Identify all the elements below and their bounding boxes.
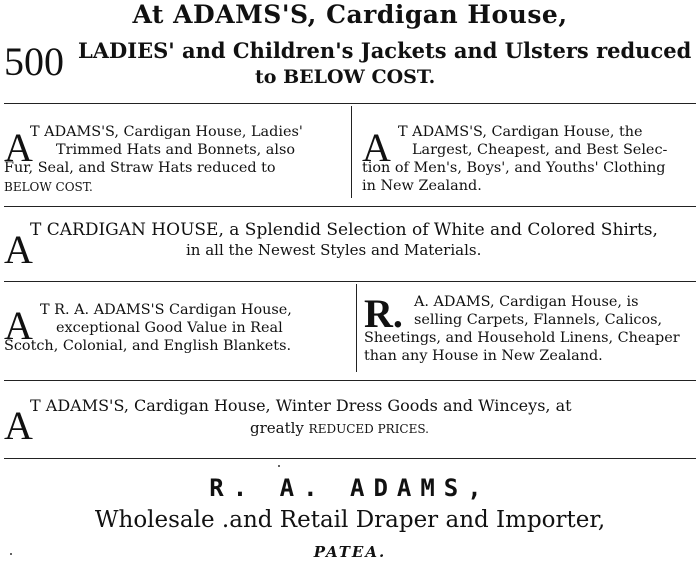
rule-4: [4, 380, 696, 381]
shirts-drop-cap: A: [4, 227, 33, 272]
town-name: PATEA.: [313, 543, 387, 561]
clothing-line-2: Largest, Cheapest, and Best Selec-: [412, 142, 668, 158]
hats-line-1: T ADAMS'S, Cardigan House, Ladies': [30, 124, 303, 140]
hats-line-4: BELOW COST.: [4, 180, 93, 194]
clothing-drop-cap: A: [362, 125, 391, 170]
rule-bottom: [4, 458, 696, 459]
hats-line-2: Trimmed Hats and Bonnets, also: [56, 142, 296, 158]
blankets-line-1: T R. A. ADAMS'S Cardigan House,: [40, 302, 292, 318]
firm-name: R. A. ADAMS,: [209, 474, 491, 502]
clothing-line-1: T ADAMS'S, Cardigan House, the: [398, 124, 643, 140]
header-title: At ADAMS'S, Cardigan House,: [132, 0, 568, 29]
dress-drop-cap: A: [4, 403, 33, 448]
divider-1: [351, 106, 352, 198]
dress-line-1: T ADAMS'S, Cardigan House, Winter Dress Goods and Winceys, at: [30, 396, 572, 415]
hats-line-3: Fur, Seal, and Straw Hats reduced to: [4, 160, 276, 176]
blankets-line-2: exceptional Good Value in Real: [56, 320, 283, 336]
shirts-line-1: T CARDIGAN HOUSE, a Splendid Selection of White and Colored Shirts,: [30, 220, 658, 240]
carpets-line-1: A. ADAMS, Cardigan House, is: [414, 294, 639, 310]
trade-description: Wholesale .and Retail Draper and Importer,: [94, 507, 606, 533]
ladies-below-cost-line: [255, 66, 435, 88]
below-cost-prefix: to: [255, 66, 284, 88]
hats-drop-cap: A: [4, 125, 33, 170]
clothing-line-4: in New Zealand.: [362, 178, 482, 194]
shirts-line-2: in all the Newest Styles and Materials.: [186, 241, 482, 259]
below-cost-smallcaps: BELOW COST.: [283, 66, 436, 88]
carpets-line-3: Sheetings, and Household Linens, Cheaper: [364, 330, 680, 346]
blankets-line-3: Scotch, Colonial, and English Blankets.: [4, 338, 292, 354]
divider-2: [356, 284, 357, 372]
carpets-line-4: than any House in New Zealand.: [364, 348, 603, 364]
rule-3: [4, 281, 696, 282]
blankets-drop-cap: A: [4, 303, 33, 348]
carpets-drop-cap: R.: [364, 291, 403, 336]
ladies-count: 500: [4, 39, 64, 84]
clothing-line-3: tion of Men's, Boys', and Youths' Clothing: [362, 160, 666, 176]
carpets-line-2: selling Carpets, Flannels, Calicos,: [414, 312, 663, 328]
ladies-jackets-line: LADIES' and Children's Jackets and Ulsters reduced: [78, 38, 692, 63]
reduced-prices-smallcaps: REDUCED PRICES.: [308, 422, 429, 436]
rule-2: [4, 206, 696, 207]
dress-line-2-prefix: greatly: [250, 419, 309, 437]
print-speck: [278, 465, 280, 467]
dress-line-2: [250, 420, 429, 438]
rule-top: [4, 103, 696, 104]
